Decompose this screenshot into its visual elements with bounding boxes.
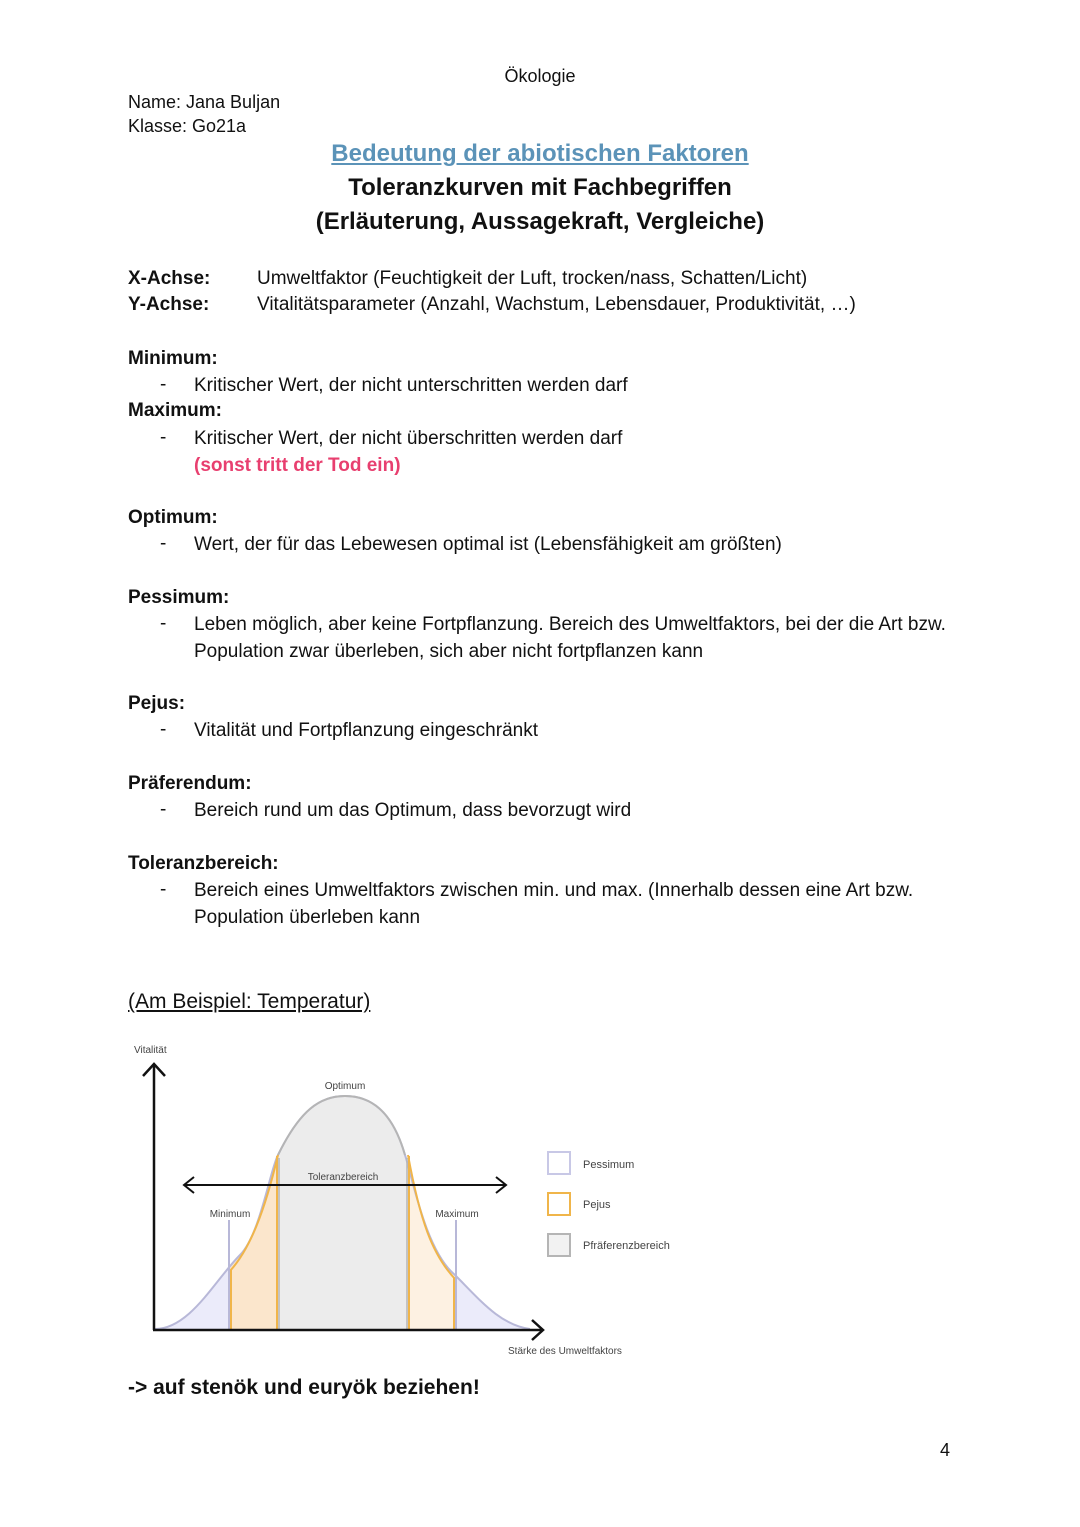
maximum-text: Kritischer Wert, der nicht überschritten werden darf xyxy=(194,428,623,449)
legend-label-pessimum: Pessimum xyxy=(583,1159,635,1171)
pejus-text: Vitalität und Fortpflanzung eingeschränkt xyxy=(194,720,538,741)
legend-swatch-pejus xyxy=(548,1193,570,1215)
term-praeferendum: Präferendum: xyxy=(128,773,252,794)
term-maximum: Maximum: xyxy=(128,400,222,421)
toleranz-text: Bereich eines Umweltfaktors zwischen min. und max. (Innerhalb dessen eine Art bzw. Population überleben kann xyxy=(194,880,914,928)
student-name: Name: Jana Buljan xyxy=(128,92,281,112)
praeferendum-text: Bereich rund um das Optimum, dass bevorzugt wird xyxy=(194,800,632,821)
toleranz-label: Toleranzbereich xyxy=(307,1172,379,1183)
y-axis-value: Vitalitätsparameter (Anzahl, Wachstum, Lebensdauer, Produktivität, …) xyxy=(257,294,856,315)
pejus-area-right xyxy=(408,1030,456,1330)
bullet-dash: - xyxy=(160,533,167,554)
term-optimum: Optimum: xyxy=(128,507,218,528)
legend-swatch-pessimum xyxy=(548,1152,570,1174)
bullet-dash: - xyxy=(160,799,167,820)
example-heading: (Am Beispiel: Temperatur) xyxy=(128,990,371,1013)
minimum-text: Kritischer Wert, der nicht unterschritten werden darf xyxy=(194,375,628,396)
legend-swatch-praeferenz xyxy=(548,1234,570,1256)
optimum-label: Optimum xyxy=(324,1081,366,1092)
page-number: 4 xyxy=(940,1440,951,1460)
bullet-dash: - xyxy=(160,879,167,900)
legend-label-praeferenz: Pfräferenzbereich xyxy=(583,1240,670,1252)
x-axis-label: Stärke des Umweltfaktors xyxy=(508,1346,622,1357)
y-axis-label: Vitalität xyxy=(134,1045,167,1056)
bullet-dash: - xyxy=(160,719,167,740)
term-pessimum: Pessimum: xyxy=(128,587,230,608)
page-title: Bedeutung der abiotischen Faktoren xyxy=(331,140,749,167)
y-axis-key: Y-Achse: xyxy=(128,294,210,315)
minimum-label: Minimum xyxy=(209,1209,251,1220)
optimum-text: Wert, der für das Lebewesen optimal ist (Lebensfähigkeit am größten) xyxy=(194,534,782,555)
bullet-dash: - xyxy=(160,613,167,634)
legend-label-pejus: Pejus xyxy=(583,1199,611,1211)
bullet-dash: - xyxy=(160,374,167,395)
maximum-label: Maximum xyxy=(435,1209,479,1220)
x-axis-key: X-Achse: xyxy=(128,268,211,289)
student-class: Klasse: Go21a xyxy=(128,116,247,136)
subtitle-2: (Erläuterung, Aussagekraft, Vergleiche) xyxy=(315,208,765,235)
term-toleranzbereich: Toleranzbereich: xyxy=(128,853,279,874)
term-pejus: Pejus: xyxy=(128,693,186,714)
final-note: -> auf stenök und euryök beziehen! xyxy=(128,1376,480,1399)
maximum-note: (sonst tritt der Tod ein) xyxy=(194,455,401,476)
pessimum-text: Leben möglich, aber keine Fortpflanzung. Bereich des Umweltfaktors, bei der die Art bzw. Population zwar überleben, sich aber nicht fortpflanzen kann xyxy=(194,614,946,662)
subtitle-1: Toleranzkurven mit Fachbegriffen xyxy=(348,174,732,201)
bullet-dash: - xyxy=(160,427,167,448)
tolerance-curve-diagram xyxy=(0,1030,720,1370)
page-header: Ökologie xyxy=(504,66,576,86)
term-minimum: Minimum: xyxy=(128,348,218,369)
pessimum-area-right xyxy=(456,1030,536,1330)
x-axis-value: Umweltfaktor (Feuchtigkeit der Luft, trocken/nass, Schatten/Licht) xyxy=(257,268,808,289)
